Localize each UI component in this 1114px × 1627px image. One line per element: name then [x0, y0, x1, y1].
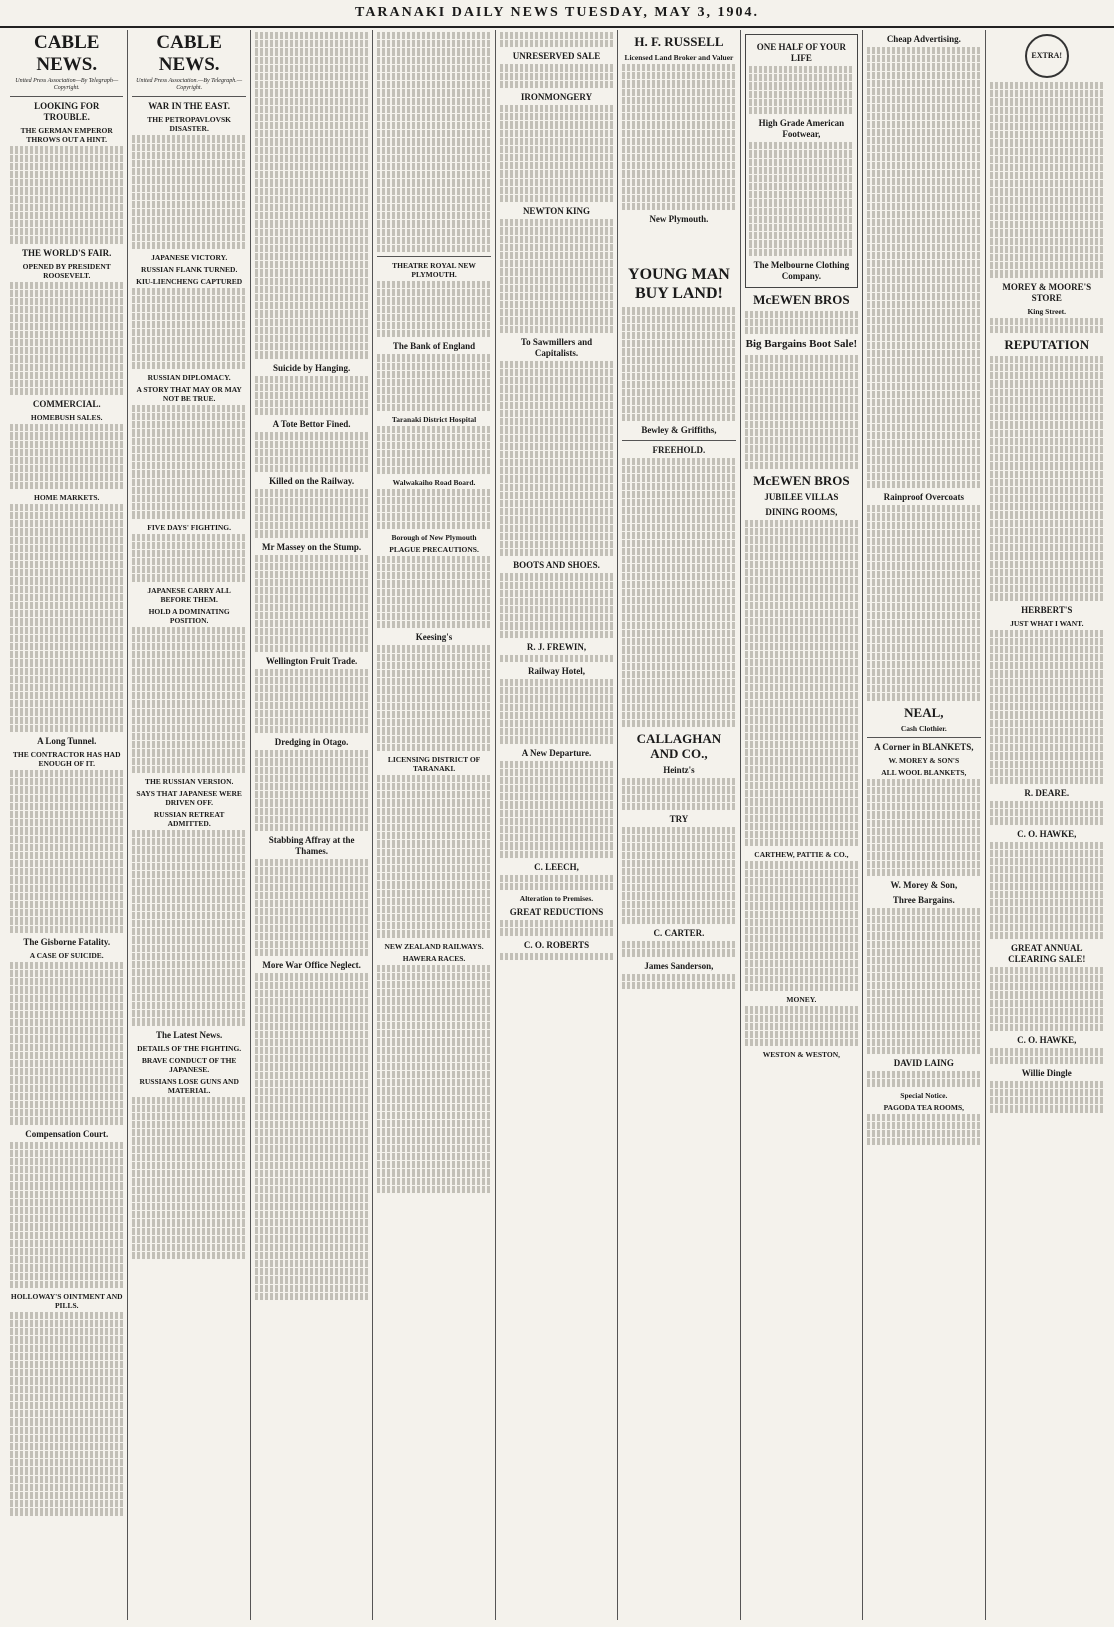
headline: The Latest News.	[156, 1029, 223, 1040]
ad-heading: Borough of New Plymouth	[391, 532, 477, 542]
credit-line: United Press Association.—By Telegraph.—Copyright.	[136, 78, 243, 92]
headline: Compensation Court.	[25, 1128, 109, 1139]
subheadline: THE CONTRACTOR HAS HAD ENOUGH OF IT.	[12, 750, 121, 769]
ad-heading: Cheap Advertising.	[886, 34, 961, 44]
ad-heading: WESTON & WESTON,	[762, 1050, 841, 1060]
subheadline: THE RUSSIAN VERSION.	[144, 777, 234, 787]
subheadline: HOMEBUSH SALES.	[30, 413, 103, 423]
subheadline: OPENED BY PRESIDENT ROOSEVELT.	[22, 261, 111, 280]
subheadline: JAPANESE CARRY ALL BEFORE THEM.	[147, 585, 231, 604]
newsboy-extra-icon: EXTRA!	[1025, 34, 1069, 78]
column-7	[741, 30, 863, 1620]
ad-heading: W. Morey & Son,	[890, 879, 958, 890]
ad-heading: New Plymouth.	[649, 214, 709, 225]
ad-subheading: King Street.	[1027, 306, 1067, 316]
ad-heading: NEW ZEALAND RAILWAYS.	[384, 941, 484, 951]
subheadline: HOLD A DOMINATING POSITION.	[148, 606, 230, 625]
ad-heading: Walwakaiho Road Board.	[392, 477, 476, 487]
ad-heading: C. CARTER.	[653, 928, 705, 939]
ad-subheading: PLAGUE PRECAUTIONS.	[389, 544, 479, 554]
headline: WAR IN THE EAST.	[148, 101, 230, 112]
ad-heading: NEAL,	[904, 704, 944, 720]
ad-heading: Big Bargains Boot Sale!	[745, 338, 858, 351]
ad-heading: BOOTS AND SHOES.	[513, 560, 600, 571]
ad-heading: PAGODA TEA ROOMS,	[883, 1102, 964, 1112]
ad-heading: DAVID LAING	[893, 1058, 954, 1069]
subheadline: HOLLOWAY'S OINTMENT AND PILLS.	[10, 1291, 123, 1310]
ad-heading: Rainproof Overcoats	[883, 492, 965, 503]
column-6	[618, 30, 740, 1620]
ad-heading: CARTHEW, PATTIE & CO.,	[754, 850, 849, 860]
ad-heading: A Corner in BLANKETS,	[874, 741, 974, 752]
newspaper-page	[6, 30, 1108, 1620]
ad-heading: GREAT ANNUAL CLEARING SALE!	[1008, 942, 1086, 964]
ad-heading: James Sanderson,	[644, 960, 714, 971]
column-9	[986, 30, 1108, 1620]
headline: A Tote Bettor Fined.	[272, 419, 351, 430]
ad-subheading: Licensed Land Broker and Valuer	[624, 53, 734, 62]
headline: Stabbing Affray at the Thames.	[268, 835, 355, 857]
ad-heading: DINING ROOMS,	[765, 506, 838, 517]
ad-heading: TRY	[669, 813, 689, 824]
headline: Wellington Fruit Trade.	[265, 655, 358, 666]
ad-heading: ALL WOOL BLANKETS,	[881, 767, 967, 777]
ad-heading: REPUTATION	[1004, 336, 1090, 352]
subheadline: THE PETROPAVLOVSK DISASTER.	[147, 115, 231, 134]
ad-subheading: Cash Clothier.	[900, 723, 947, 733]
ad-heading: MONEY.	[786, 995, 817, 1005]
column-1	[6, 30, 128, 1620]
ad-subheading: HAWERA RACES.	[402, 953, 466, 963]
ad-heading: C. O. HAWKE,	[1017, 1035, 1077, 1046]
ad-heading: JUBILEE VILLAS	[764, 491, 839, 502]
section-title: CABLE NEWS.	[33, 32, 100, 75]
subheadline: BRAVE CONDUCT OF THE JAPANESE.	[141, 1055, 237, 1074]
ad-heading: Taranaki District Hospital	[391, 414, 477, 424]
masthead: TARANAKI DAILY NEWS TUESDAY, MAY 3, 1904.	[0, 0, 1114, 28]
column-2	[128, 30, 250, 1620]
ad-heading: Three Bargains.	[892, 894, 955, 905]
ad-heading: High Grade American Footwear,	[758, 118, 845, 140]
ad-heading: McEWEN BROS	[753, 472, 850, 488]
ad-heading: LICENSING DISTRICT OF TARANAKI.	[387, 754, 481, 773]
headline: A Long Tunnel.	[37, 736, 97, 747]
ad-heading: Keesing's	[415, 632, 453, 643]
ad-heading: UNRESERVED SALE	[512, 51, 601, 62]
column-3	[251, 30, 373, 1620]
ad-heading: McEWEN BROS	[753, 291, 850, 307]
column-5	[496, 30, 618, 1620]
column-4	[373, 30, 495, 1620]
ad-heading: JUST WHAT I WANT.	[1010, 618, 1084, 628]
headline: Mr Massey on the Stump.	[262, 541, 362, 552]
headline: More War Office Neglect.	[262, 960, 361, 971]
ad-heading: A New Departure.	[521, 747, 592, 758]
ad-heading: FREEHOLD.	[652, 445, 706, 455]
headline: LOOKING FOR TROUBLE.	[34, 101, 100, 123]
subheadline: RUSSIAN RETREAT ADMITTED.	[153, 810, 225, 829]
headline: Suicide by Hanging.	[272, 362, 351, 373]
subheadline: RUSSIAN DIPLOMACY.	[147, 372, 231, 382]
ad-heading: Alteration to Premises.	[519, 894, 594, 904]
ad-heading: H. F. RUSSELL	[634, 34, 724, 49]
credit-line: United Press Association—By Telegraph—Copyright.	[15, 78, 119, 92]
headline: COMMERCIAL.	[32, 399, 101, 410]
subheadline: A CASE OF SUICIDE.	[29, 950, 104, 960]
subheadline: DETAILS OF THE FIGHTING.	[137, 1043, 242, 1053]
ad-heading: GREAT REDUCTIONS	[509, 907, 604, 918]
ad-heading: ONE HALF OF YOUR LIFE	[756, 42, 846, 63]
subheadline: KIU-LIENCHENG CAPTURED	[136, 277, 243, 287]
subheadline: A STORY THAT MAY OR MAY NOT BE TRUE.	[136, 384, 242, 403]
ad-heading: Bewley & Griffiths,	[641, 425, 717, 435]
ad-heading: Special Notice.	[900, 1090, 948, 1100]
subheadline: JAPANESE VICTORY.	[151, 253, 228, 263]
subheadline: SAYS THAT JAPANESE WERE DRIVEN OFF.	[136, 789, 242, 808]
ad-heading: R. J. FREWIN,	[526, 641, 587, 652]
ad-heading: MOREY & MOORE'S STORE	[1002, 281, 1092, 303]
ad-heading: To Sawmillers and Capitalists.	[520, 336, 593, 358]
headline: THE WORLD'S FAIR.	[22, 247, 112, 258]
column-8	[863, 30, 985, 1620]
ad-heading: C. O. HAWKE,	[1017, 828, 1077, 839]
headline: Killed on the Railway.	[269, 476, 355, 487]
ad-heading: R. DEARE.	[1024, 788, 1070, 799]
ad-heading: C. O. ROBERTS	[523, 939, 590, 950]
ad-heading: Willie Dingle	[1021, 1067, 1072, 1078]
ad-heading: W. MOREY & SON'S	[888, 755, 960, 765]
ad-heading: C. LEECH,	[534, 861, 579, 872]
ad-heading: The Melbourne Clothing Company.	[753, 259, 850, 281]
ad-heading: IRONMONGERY	[520, 91, 593, 102]
ad-heading: Heintz's	[663, 765, 695, 776]
headline: Dredging in Otago.	[274, 737, 349, 748]
subheadline: FIVE DAYS' FIGHTING.	[147, 522, 231, 532]
section-title: CABLE NEWS.	[156, 32, 222, 75]
ad-heading: HERBERT'S	[1021, 604, 1073, 615]
ad-heading: THEATRE ROYAL NEW PLYMOUTH.	[392, 261, 476, 280]
subheadline: THE GERMAN EMPEROR THROWS OUT A HINT.	[20, 126, 113, 145]
headline: The Gisborne Fatality.	[23, 936, 111, 947]
ad-heading: The Bank of England	[392, 341, 476, 352]
subheadline: RUSSIANS LOSE GUNS AND MATERIAL.	[139, 1076, 239, 1095]
ad-heading: CALLAGHAN AND CO.,	[636, 731, 722, 762]
subheadline: RUSSIAN FLANK TURNED.	[140, 265, 238, 275]
ad-heading: YOUNG MAN BUY LAND!	[628, 266, 730, 303]
ad-heading: Railway Hotel,	[527, 666, 585, 676]
ad-heading: NEWTON KING	[522, 206, 591, 217]
subheadline: HOME MARKETS.	[34, 492, 100, 502]
